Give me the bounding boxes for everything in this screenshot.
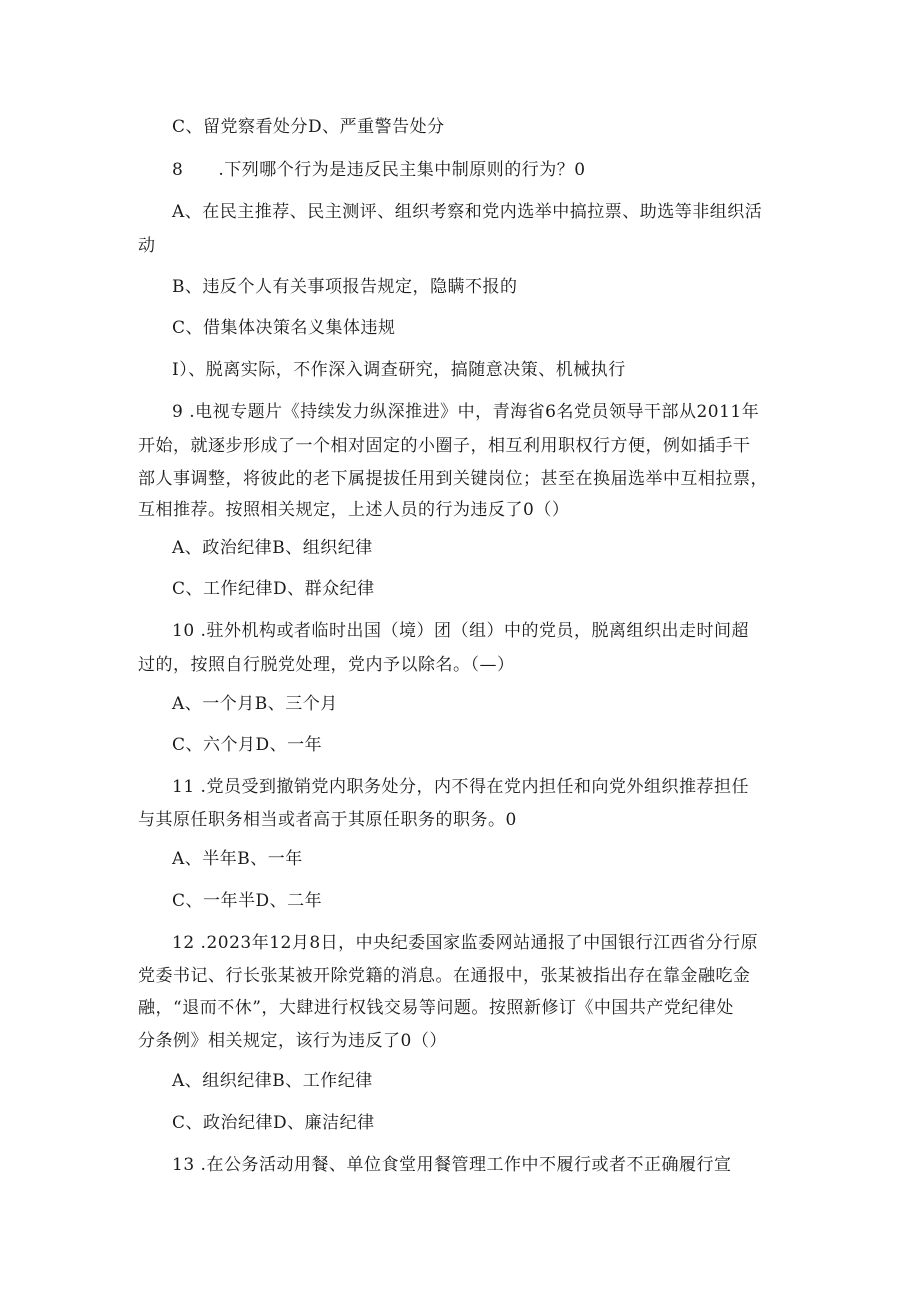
question-line-q13: 13 .在公务活动用餐、单位食堂用餐管理工作中不履行或者不正确履行宣 xyxy=(172,1155,732,1175)
option-line-q8-d: I）、脱离实际，不作深入调查研究，搞随意决策、机械执行 xyxy=(172,360,626,380)
question-line-q12-cont2: 融，“退而不休”，大肆进行权钱交易等问题。按照新修订《中国共产党纪律处 xyxy=(138,998,734,1018)
option-line-q11-ab: A、半年B、一年 xyxy=(172,849,303,869)
question-line-q10: 10 .驻外机构或者临时出国（境）团（组）中的党员，脱离组织出走时间超 xyxy=(172,621,749,641)
option-line-q9-ab: A、政治纪律B、组织纪律 xyxy=(172,538,373,558)
option-line-q9-cd: C、工作纪律D、群众纪律 xyxy=(172,579,375,599)
option-line-q8-a: A、在民主推荐、民主测评、组织考察和党内选举中搞拉票、助选等非组织活 xyxy=(172,202,763,222)
question-line-q9: 9 .电视专题片《持续发力纵深推进》中，青海省6名党员领导干部从2011年 xyxy=(172,402,760,422)
question-line-q8: 8 .下列哪个行为是违反民主集中制原则的行为？0 xyxy=(172,160,586,180)
question-line-q9-cont2: 部人事调整，将彼此的老下属提拔任用到关键岗位；甚至在换届选举中互相拉票， xyxy=(138,469,768,489)
question-line-q12: 12 .2023年12月8日，中央纪委国家监委网站通报了中国银行江西省分行原 xyxy=(172,933,759,953)
question-line-q10-cont: 过的，按照自行脱党处理，党内予以除名。（—） xyxy=(138,655,515,675)
option-line-q12-cd: C、政治纪律D、廉洁纪律 xyxy=(172,1113,375,1133)
option-line-q8-c: C、借集体决策名义集体违规 xyxy=(172,318,396,338)
question-line-q11: 11 .党员受到撤销党内职务处分，内不得在党内担任和向党外组织推荐担任 xyxy=(172,777,749,797)
question-line-q9-cont3: 互相推荐。按照相关规定，上述人员的行为违反了0（） xyxy=(138,500,570,520)
option-line-q8-a-cont: 动 xyxy=(138,236,156,256)
option-line-q7-cd: C、留党察看处分D、严重警告处分 xyxy=(172,117,445,137)
option-line-q11-cd: C、一年半D、二年 xyxy=(172,891,323,911)
question-line-q9-cont1: 开始，就逐步形成了一个相对固定的小圈子，相互利用职权行方便，例如插手干 xyxy=(138,436,751,456)
option-line-q10-cd: C、六个月D、一年 xyxy=(172,735,323,755)
option-line-q12-ab: A、组织纪律B、工作纪律 xyxy=(172,1071,373,1091)
question-line-q12-cont1: 党委书记、行长张某被开除党籍的消息。在通报中，张某被指出存在靠金融吃金 xyxy=(138,966,751,986)
option-line-q8-b: B、违反个人有关事项报告规定，隐瞒不报的 xyxy=(172,277,518,297)
option-line-q10-ab: A、一个月B、三个月 xyxy=(172,694,338,714)
question-line-q11-cont: 与其原任职务相当或者高于其原任职务的职务。0 xyxy=(138,810,517,830)
question-line-q12-cont3: 分条例》相关规定，该行为违反了0（） xyxy=(138,1031,447,1051)
